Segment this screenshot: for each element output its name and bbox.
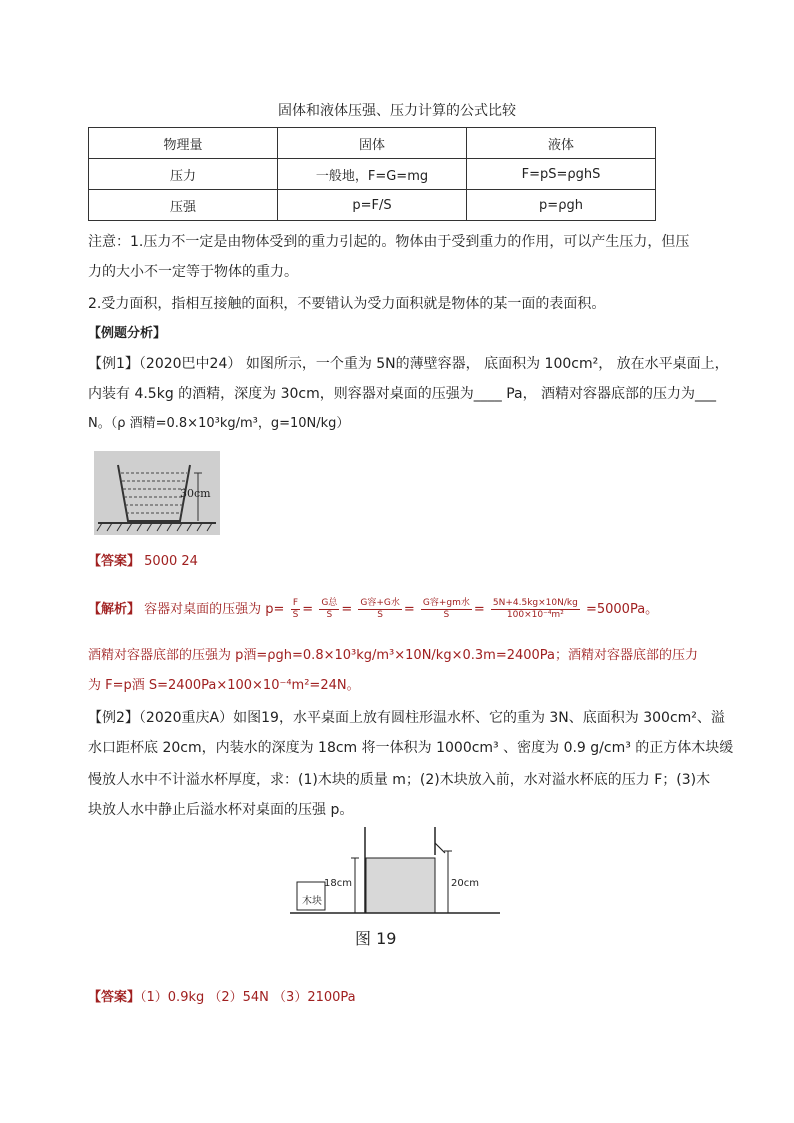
analysis-intro: 容器对桌面的压强为 p= — [144, 602, 285, 617]
example-2-line-2: 水口距杯底 20cm，内装水的深度为 18cm 将一体积为 1000cm³ 、密度为 0.9 g/cm³ 的正方体木块缓 — [88, 740, 734, 756]
formula-comparison-table — [88, 127, 656, 221]
fraction-numerator: G容+G水 — [360, 598, 400, 608]
fraction-numerator: 5N+4.5kg×10N/kg — [492, 598, 578, 608]
example-1-label: 【例1】 — [88, 356, 139, 372]
analysis-result: =5000Pa。 — [585, 602, 659, 617]
block-label: 木块 — [302, 896, 322, 907]
example-2-label: 【例2】 — [88, 710, 139, 726]
note-1-line-2: 力的大小不一定等于物体的重力。 — [88, 264, 298, 280]
example-1-answer — [88, 552, 708, 572]
fraction-denominator: S — [292, 610, 299, 620]
fraction-denominator: S — [326, 610, 333, 620]
table-header: 物理量 — [89, 128, 278, 159]
example-1-text: （2020巴中24） 如图所示，一个重为 5N的薄壁容器， 底面积为 100cm²， 放在水平桌面上， — [138, 356, 729, 372]
fraction-numerator: G容+gm水 — [422, 598, 470, 608]
example-2-line-1 — [88, 708, 725, 728]
table-row — [89, 190, 656, 221]
depth-label: 30cm — [180, 487, 211, 500]
example-analysis-heading: 【例题分析】 — [88, 326, 167, 341]
example-1-line-3: N。（ρ 酒精=0.8×10³kg/m³，g=10N/kg） — [88, 416, 350, 431]
table-cell: F=pS=ρghS — [467, 159, 656, 190]
answer-label: 【答案】 — [88, 990, 141, 1005]
table-header-row — [89, 128, 656, 159]
table-cell: p=ρgh — [467, 190, 656, 221]
fraction-g-sum — [358, 598, 402, 621]
water-depth-label: 18cm — [324, 878, 352, 889]
answer-label: 【答案】 — [88, 554, 141, 569]
fraction-numeric — [491, 598, 580, 621]
note-1-line-1: 注意：1.压力不一定是由物体受到的重力引起的。物体由于受到重力的作用，可以产生压力，但压 — [88, 234, 690, 250]
table-header: 固体 — [278, 128, 467, 159]
answer-text: （1）0.9kg （2）54N （3）2100Pa — [140, 990, 356, 1005]
fraction-g-total — [319, 598, 339, 621]
spout-height-label: 20cm — [451, 878, 479, 889]
table-cell: p=F/S — [278, 190, 467, 221]
fraction-denominator: S — [377, 610, 383, 620]
table-header: 液体 — [467, 128, 656, 159]
table-cell: 压力 — [89, 159, 278, 190]
example-1-analysis-line-2: 酒精对容器底部的压强为 p酒=ρgh=0.8×10³kg/m³×10N/kg×0.3m=2400Pa；酒精对容器底部的压力 — [88, 648, 699, 663]
example-1-analysis-line-1: 【解析】 容器对桌面的压强为 p= $\frac{F}{S}$ = $\frac{\text{G总}}{S}$ = $\frac{\text{G容+G水}}{S}$ = $\frac{\text{G容+gm水}}{S}$ = $\frac{5N+4.5kg\times 10N/kg}{\text{100×10⁻⁴m²}}$ =5000Pa。 — [88, 598, 659, 620]
example-1-line-1 — [88, 354, 729, 374]
example-1-analysis-line-3: 为 F=p酒 S=2400Pa×100×10⁻⁴m²=24N。 — [88, 678, 360, 693]
figure-19-caption: 图 19 — [355, 929, 397, 948]
section-title: 固体和液体压强、压力计算的公式比较 — [278, 103, 516, 119]
fraction-numerator: F — [291, 598, 301, 610]
table-cell: 一般地，F=G=mg — [278, 159, 467, 190]
answer-text: 5000 24 — [144, 554, 198, 569]
fraction-numerator: G总 — [321, 598, 338, 608]
fraction-f-over-s — [291, 598, 301, 621]
example-2-line-3: 慢放人水中不计溢水杯厚度，求：(1)木块的质量 m；(2)木块放入前，水对溢水杯底的压力 F；(3)木 — [88, 772, 711, 788]
overflow-cup-figure — [285, 825, 505, 920]
fraction-denominator: S — [443, 610, 450, 620]
note-2: 2.受力面积，指相互接触的面积，不要错认为受力面积就是物体的某一面的表面积。 — [88, 296, 606, 312]
table-row — [89, 159, 656, 190]
example-2-text: （2020重庆A）如图19，水平桌面上放有圆柱形温水杯、它的重为 3N、底面积为 300cm²、溢 — [138, 710, 725, 726]
fraction-denominator: 100×10⁻⁴m² — [506, 610, 564, 620]
analysis-label: 【解析】 — [88, 602, 141, 617]
fraction-g-mass — [421, 598, 472, 621]
table-cell: 压强 — [89, 190, 278, 221]
example-2-answer — [88, 988, 708, 1008]
example-2-line-4: 块放人水中静止后溢水杯对桌面的压强 p。 — [88, 802, 354, 818]
container-figure — [94, 451, 220, 535]
example-1-line-2: 内装有 4.5kg 的酒精，深度为 30cm，则容器对桌面的压强为____ Pa， 酒精对容器底部的压力为___ — [88, 386, 717, 402]
